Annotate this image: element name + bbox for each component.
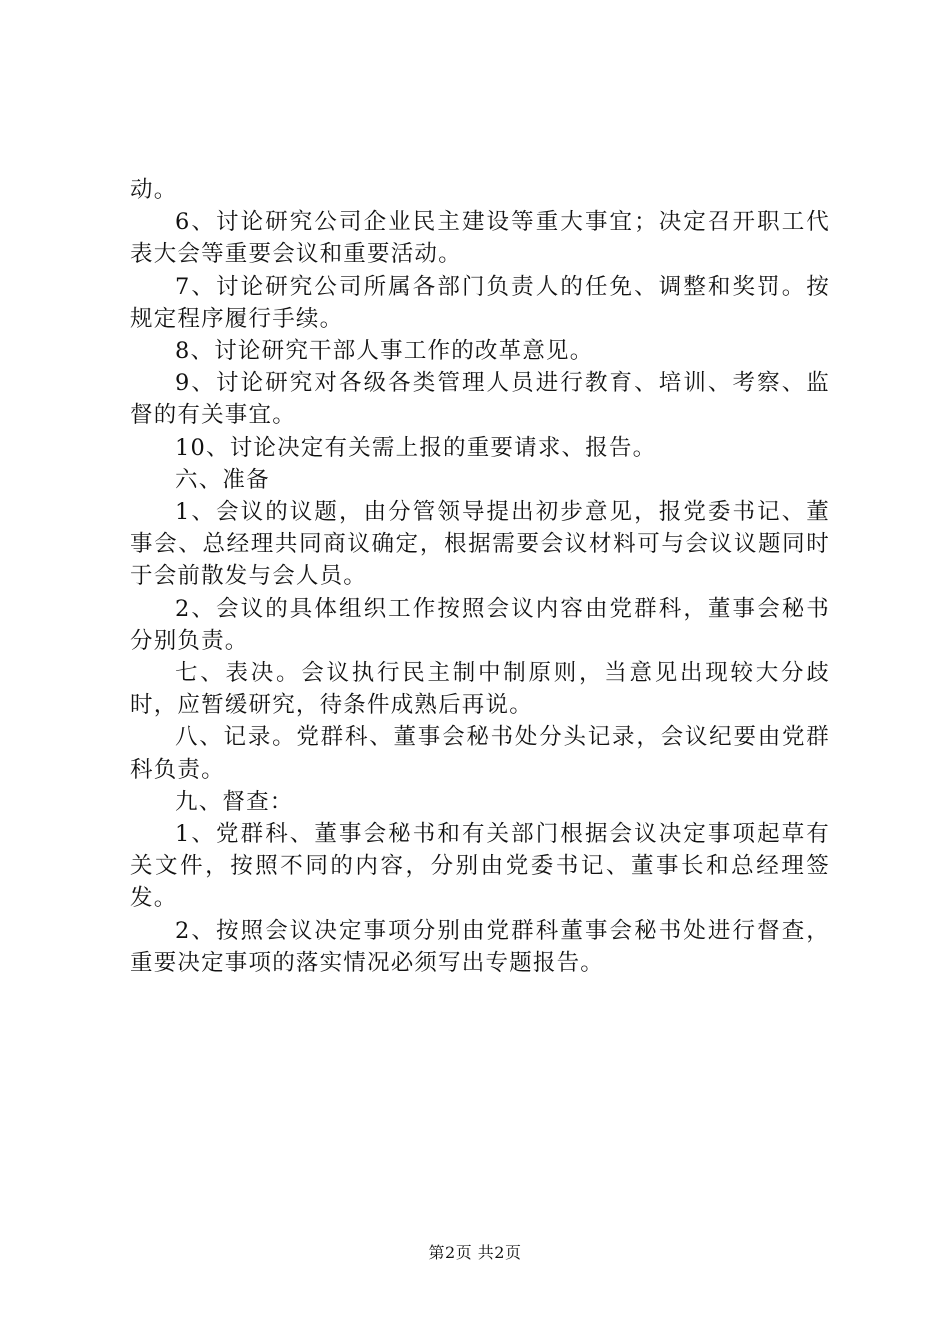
paragraph-item-9: 9、讨论研究对各级各类管理人员进行教育、培训、考察、监督的有关事宜。 <box>130 370 830 429</box>
paragraph-preparation-2: 2、会议的具体组织工作按照会议内容由党群科，董事会秘书分别负责。 <box>130 595 830 654</box>
paragraph-item-7: 7、讨论研究公司所属各部门负责人的任免、调整和奖罚。按规定程序履行手续。 <box>130 273 830 332</box>
document-body <box>130 174 830 979</box>
section-heading-preparation: 六、准备 <box>175 466 270 493</box>
page-number-footer: 第2页 共2页 <box>428 1243 522 1262</box>
paragraph-continuation: 动。 <box>130 177 178 203</box>
section-recording: 八、记录。党群科、董事会秘书处分头记录，会议纪要由党群科负责。 <box>130 724 830 783</box>
paragraph-item-10: 10、讨论决定有关需上报的重要请求、报告。 <box>175 434 657 461</box>
section-voting: 七、表决。会议执行民主制中制原则，当意见出现较大分歧时，应暂缓研究，待条件成熟后再说。 <box>130 660 830 719</box>
paragraph-item-6: 6、讨论研究公司企业民主建设等重大事宜；决定召开职工代表大会等重要会议和重要活动。 <box>130 209 830 268</box>
paragraph-item-8: 8、讨论研究干部人事工作的改革意见。 <box>175 338 594 365</box>
paragraph-supervision-2: 2、按照会议决定事项分别由党群科董事会秘书处进行督查，重要决定事项的落实情况必须写出专题报告。 <box>130 917 830 976</box>
section-heading-supervision: 九、督查： <box>175 788 294 815</box>
paragraph-preparation-1: 1、会议的议题，由分管领导提出初步意见，报党委书记、董事会、总经理共同商议确定，根据需要会议材料可与会议议题同时于会前散发与会人员。 <box>130 499 830 590</box>
paragraph-supervision-1: 1、党群科、董事会秘书和有关部门根据会议决定事项起草有关文件，按照不同的内容，分别由党委书记、董事长和总经理签发。 <box>130 821 830 912</box>
